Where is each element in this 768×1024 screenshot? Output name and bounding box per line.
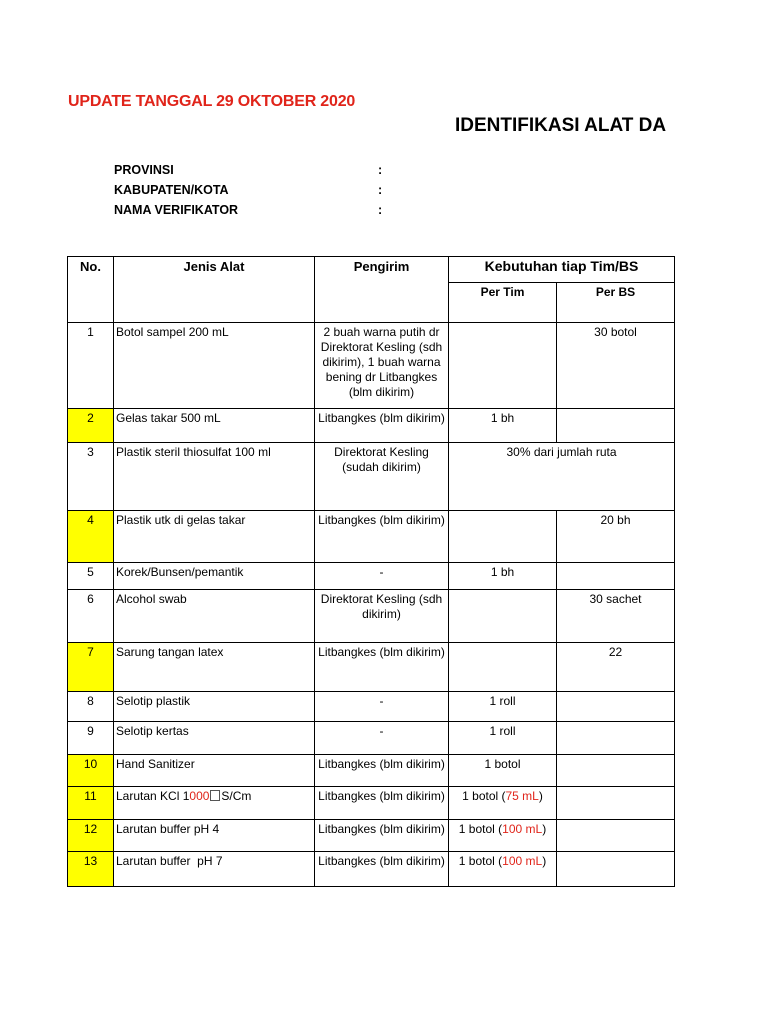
cell-jenis: Plastik steril thiosulfat 100 ml	[114, 443, 315, 511]
per-tim-text: )	[538, 789, 543, 803]
cell-no: 9	[68, 722, 114, 755]
cell-jenis: Sarung tangan latex	[114, 643, 315, 692]
cell-per-bs: 20 bh	[557, 511, 675, 563]
equipment-table	[67, 256, 675, 887]
per-tim-text: 1 botol (	[462, 789, 506, 803]
meta-label: PROVINSI	[114, 163, 174, 177]
cell-pengirim: Direktorat Kesling (sdh dikirim)	[315, 590, 449, 643]
cell-per-bs	[557, 409, 675, 443]
cell-per-tim	[449, 590, 557, 643]
cell-pengirim: Litbangkes (blm dikirim)	[315, 820, 449, 852]
meta-colon: :	[378, 183, 383, 197]
cell-per-bs: 30 sachet	[557, 590, 675, 643]
cell-pengirim: Litbangkes (blm dikirim)	[315, 787, 449, 820]
cell-pengirim: Litbangkes (blm dikirim)	[315, 755, 449, 787]
meta-colon: :	[378, 203, 383, 217]
cell-per-tim	[449, 643, 557, 692]
cell-jenis: Selotip kertas	[114, 722, 315, 755]
header-per-tim: Per Tim	[449, 283, 557, 323]
cell-jenis	[114, 787, 315, 820]
table-row	[68, 820, 675, 852]
cell-per-tim: 1 roll	[449, 692, 557, 722]
cell-no: 5	[68, 563, 114, 590]
jenis-text: S/Cm	[221, 789, 252, 803]
cell-no: 11	[68, 787, 114, 820]
cell-jenis: Selotip plastik	[114, 692, 315, 722]
cell-no: 10	[68, 755, 114, 787]
cell-per-bs	[557, 563, 675, 590]
cell-jenis: Botol sampel 200 mL	[114, 323, 315, 409]
cell-no: 8	[68, 692, 114, 722]
header-no: No.	[68, 257, 114, 323]
cell-pengirim: -	[315, 563, 449, 590]
header-pengirim: Pengirim	[315, 257, 449, 323]
cell-jenis: Hand Sanitizer	[114, 755, 315, 787]
unknown-symbol-icon	[210, 790, 220, 801]
cell-jenis: Plastik utk di gelas takar	[114, 511, 315, 563]
cell-no: 2	[68, 409, 114, 443]
cell-per-bs	[557, 692, 675, 722]
cell-per-tim: 1 bh	[449, 409, 557, 443]
cell-per-tim	[449, 852, 557, 887]
cell-no: 12	[68, 820, 114, 852]
table-row	[68, 692, 675, 722]
header-kebutuhan: Kebutuhan tiap Tim/BS	[449, 257, 675, 283]
per-tim-text: )	[542, 854, 547, 868]
cell-per-tim	[449, 820, 557, 852]
cell-no: 1	[68, 323, 114, 409]
per-tim-text-red: 100 mL	[502, 854, 543, 868]
meta-kabupaten	[114, 183, 383, 197]
table-row	[68, 643, 675, 692]
cell-per-tim	[449, 787, 557, 820]
table-row	[68, 323, 675, 409]
cell-pengirim: -	[315, 692, 449, 722]
table-row	[68, 511, 675, 563]
jenis-text: Larutan KCl 1	[116, 789, 190, 803]
cell-per-tim	[449, 511, 557, 563]
update-date-label: UPDATE TANGGAL 29 OKTOBER 2020	[68, 93, 356, 110]
table-row	[68, 787, 675, 820]
meta-colon: :	[378, 163, 383, 177]
header-per-bs: Per BS	[557, 283, 675, 323]
table-row	[68, 755, 675, 787]
cell-jenis: Korek/Bunsen/pemantik	[114, 563, 315, 590]
cell-pengirim: Litbangkes (blm dikirim)	[315, 511, 449, 563]
cell-no: 7	[68, 643, 114, 692]
cell-per-bs	[557, 787, 675, 820]
per-tim-text: 1 botol (	[458, 854, 503, 868]
table-row	[68, 443, 675, 511]
cell-per-tim: 1 bh	[449, 563, 557, 590]
cell-no: 4	[68, 511, 114, 563]
table-row	[68, 563, 675, 590]
per-tim-text-red: 100 mL	[502, 822, 543, 836]
cell-jenis: Gelas takar 500 mL	[114, 409, 315, 443]
per-tim-text: 1 botol (	[458, 822, 503, 836]
document-title: IDENTIFIKASI ALAT DA	[455, 115, 667, 136]
cell-pengirim: Litbangkes (blm dikirim)	[315, 643, 449, 692]
per-tim-text: )	[542, 822, 547, 836]
cell-per-bs	[557, 852, 675, 887]
meta-verifikator	[114, 203, 383, 217]
cell-no: 13	[68, 852, 114, 887]
header-jenis-alat: Jenis Alat	[114, 257, 315, 323]
table-row	[68, 722, 675, 755]
cell-pengirim: 2 buah warna putih dr Direktorat Kesling (sdh dikirim), 1 buah warna bening dr Litbangkes (blm dikirim)	[315, 323, 449, 409]
table-row	[68, 590, 675, 643]
table-row	[68, 409, 675, 443]
cell-jenis: Larutan buffer pH 4	[114, 820, 315, 852]
per-tim-text-red: 75 mL	[505, 789, 539, 803]
cell-no: 6	[68, 590, 114, 643]
cell-kebutuhan-merged: 30% dari jumlah ruta	[449, 443, 675, 511]
cell-per-tim: 1 roll	[449, 722, 557, 755]
cell-jenis: Larutan buffer pH 7	[114, 852, 315, 887]
cell-pengirim: Litbangkes (blm dikirim)	[315, 852, 449, 887]
cell-per-bs: 30 botol	[557, 323, 675, 409]
cell-per-tim	[449, 323, 557, 409]
cell-pengirim: -	[315, 722, 449, 755]
cell-jenis: Alcohol swab	[114, 590, 315, 643]
cell-per-bs	[557, 820, 675, 852]
table-row	[68, 852, 675, 887]
cell-per-bs	[557, 722, 675, 755]
cell-per-tim: 1 botol	[449, 755, 557, 787]
meta-label: NAMA VERIFIKATOR	[114, 203, 239, 217]
jenis-text-red: 000	[189, 789, 210, 803]
cell-per-bs: 22	[557, 643, 675, 692]
cell-pengirim: Direktorat Kesling (sudah dikirim)	[315, 443, 449, 511]
meta-label: KABUPATEN/KOTA	[114, 183, 229, 197]
cell-pengirim: Litbangkes (blm dikirim)	[315, 409, 449, 443]
cell-per-bs	[557, 755, 675, 787]
meta-provinsi	[114, 163, 383, 177]
cell-no: 3	[68, 443, 114, 511]
